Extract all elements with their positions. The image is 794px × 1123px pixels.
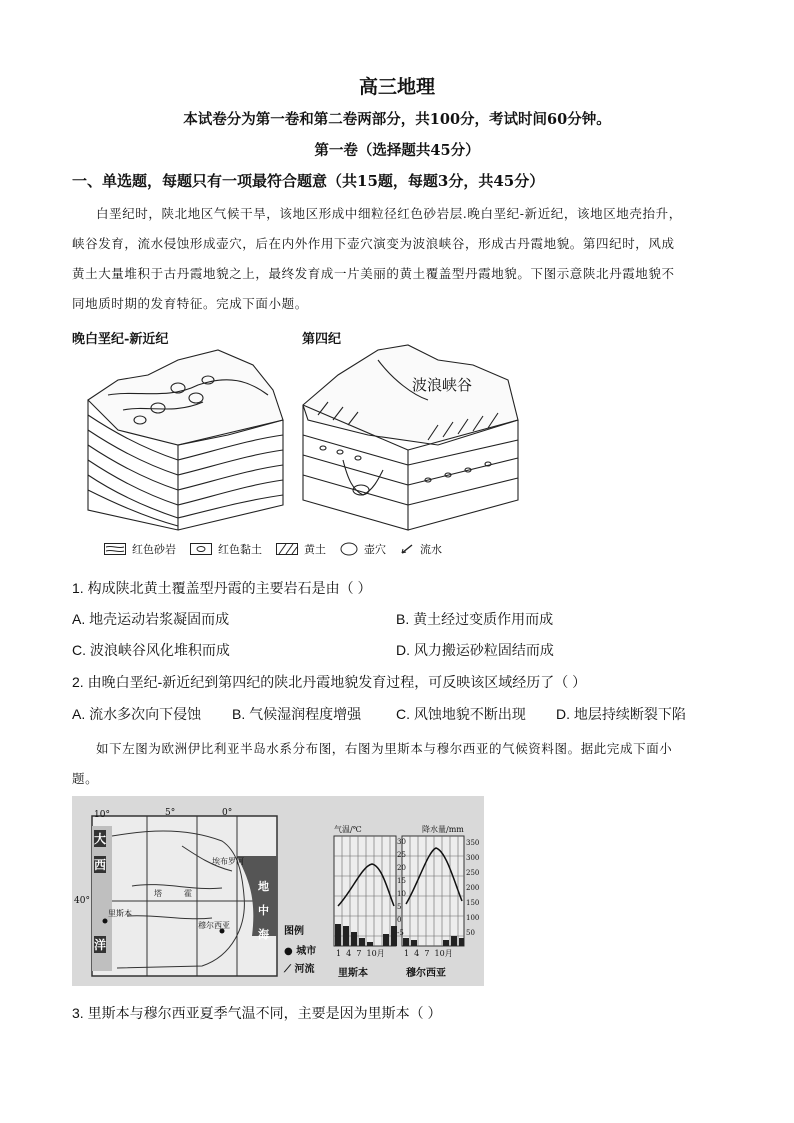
lon-label: 5° [165,808,176,818]
figure1-right-label: 第四纪 [302,332,342,347]
late-cretaceous-block [88,350,283,530]
city-label: 穆尔西亚 [198,921,230,930]
sea-char: 海 [258,928,269,941]
precip-axis-label: 降水量/mm [422,825,464,834]
legend-label: 流水 [420,543,442,556]
sea-char: 地 [258,880,269,893]
lat-label: 40° [74,896,90,906]
question-1-option-b[interactable]: B. 黄土经过变质作用而成 [396,611,554,627]
passage-line: 黄土大量堆积于古丹霞地貌之上，最终发育成一片美丽的黄土覆盖型丹霞地貌。下图示意陕北丹霞地貌不 [72,266,675,281]
question-2-option-c[interactable]: C. 风蚀地貌不断出现 [396,706,526,722]
loess-swatch-icon [276,543,298,555]
legend-item [190,541,262,557]
sea-char: 中 [258,904,269,917]
chart-name: 里斯本 [338,968,368,979]
tick-label: 25 [397,851,406,859]
river-label: 霍 [184,889,192,898]
red-sandstone-swatch-icon [104,543,126,555]
question-2-option-a[interactable]: A. 流水多次向下侵蚀 [72,706,202,722]
chart-name: 穆尔西亚 [406,968,446,979]
legend-label: 壶穴 [364,543,386,556]
tick-label: 100 [466,914,480,922]
wave-canyon-annotation: 波浪峡谷 [412,377,473,394]
tick-label: 350 [466,839,480,847]
question-1-option-a[interactable]: A. 地壳运动岩浆凝固而成 [72,611,230,627]
page-title: 高三地理 [358,76,435,98]
legend-label: 红色黏土 [218,543,262,556]
ocean-char: 洋 [94,938,107,952]
legend-item [400,541,442,557]
iberia-map-climate-photo [72,796,484,986]
tick-label: 0 [397,916,402,924]
landform-block-diagrams [78,340,528,535]
river-label: 塔 [154,889,162,898]
flowing-water-arrow-icon [400,543,414,555]
ocean-char: 大 [94,832,107,846]
months-label: 1 4 7 10月 [336,949,385,958]
question-1-option-d[interactable]: D. 风力搬运砂粒固结而成 [396,642,554,658]
tick-label: 150 [466,899,480,907]
legend-item [104,541,176,557]
legend-label: 黄土 [304,543,326,556]
question-1-option-c[interactable]: C. 波浪峡谷风化堆积而成 [72,642,230,658]
tick-label: 10 [397,890,406,898]
temp-ticks [397,836,407,940]
passage-line: 白垩纪时，陕北地区气候干旱，该地区形成中细粒径红色砂岩层.晚白垩纪-新近纪，该地区地壳抬升， [96,206,682,221]
passage-2 [72,734,732,794]
question-2-option-b[interactable]: B. 气候湿润程度增强 [232,706,362,722]
tick-label: 200 [466,884,480,892]
tick-label: 20 [397,864,406,872]
tick-label: 15 [397,877,406,885]
precip-ticks [466,836,479,941]
quaternary-block [303,345,518,530]
red-clay-swatch-icon [190,543,212,555]
map-legend-label: 城市 [296,946,317,957]
question-3-stem: 3. 里斯本与穆尔西亚夏季气温不同，主要是因为里斯本（ ） [72,1005,442,1021]
passage-line: 同地质时期的发育特征。完成下面小题。 [72,296,308,311]
tick-label: 5 [397,903,402,911]
legend-item [276,541,326,557]
tick-label: 50 [466,929,475,937]
map-legend-label: 河流 [294,964,315,975]
ocean-char: 西 [94,858,107,872]
exam-instructions: 本试卷分为第一卷和第二卷两部分，共100分，考试时间60分钟。 [183,111,611,128]
figure1-legend [104,541,456,557]
section-heading: 一、单选题，每题只有一项最符合题意（共15题，每题3分，共45分） [72,172,545,190]
passage-line: 题。 [72,771,99,786]
tick-label: -5 [397,929,404,937]
months-label: 1 4 7 10月 [404,949,453,958]
pothole-swatch-icon [340,542,358,556]
river-label: 埃布罗河 [212,857,244,866]
legend-label: 红色砂岩 [132,543,176,556]
passage-1 [72,199,732,319]
tick-label: 300 [466,854,480,862]
temp-axis-label: 气温/℃ [334,825,362,834]
map-legend-item: ● 城市 [284,946,317,957]
map-legend-item: ⟋ 河流 [284,964,315,975]
lon-label: 10° [94,810,110,820]
question-2-stem: 2. 由晚白垩纪-新近纪到第四纪的陕北丹霞地貌发育过程，可反映该区域经历了（ ） [72,674,587,690]
passage-line: 峡谷发育，流水侵蚀形成壶穴，后在内外作用下壶穴演变为波浪峡谷，形成古丹霞地貌。第四纪时，风成 [72,236,675,251]
lon-label: 0° [222,808,233,818]
legend-item [340,541,386,557]
tick-label: 250 [466,869,480,877]
passage-line: 如下左图为欧洲伊比利亚半岛水系分布图，右图为里斯本与穆尔西亚的气候资料图。据此完成下面小 [96,741,673,756]
tick-label: 30 [397,838,406,846]
question-2-option-d[interactable]: D. 地层持续断裂下陷 [556,706,686,722]
part-heading: 第一卷（选择题共45分） [314,142,480,159]
question-1-stem: 1. 构成陕北黄土覆盖型丹霞的主要岩石是由（ ） [72,580,372,596]
map-legend-title: 图例 [284,926,304,937]
city-label: 里斯本 [108,909,132,918]
figure1-left-label: 晚白垩纪-新近纪 [72,332,169,347]
